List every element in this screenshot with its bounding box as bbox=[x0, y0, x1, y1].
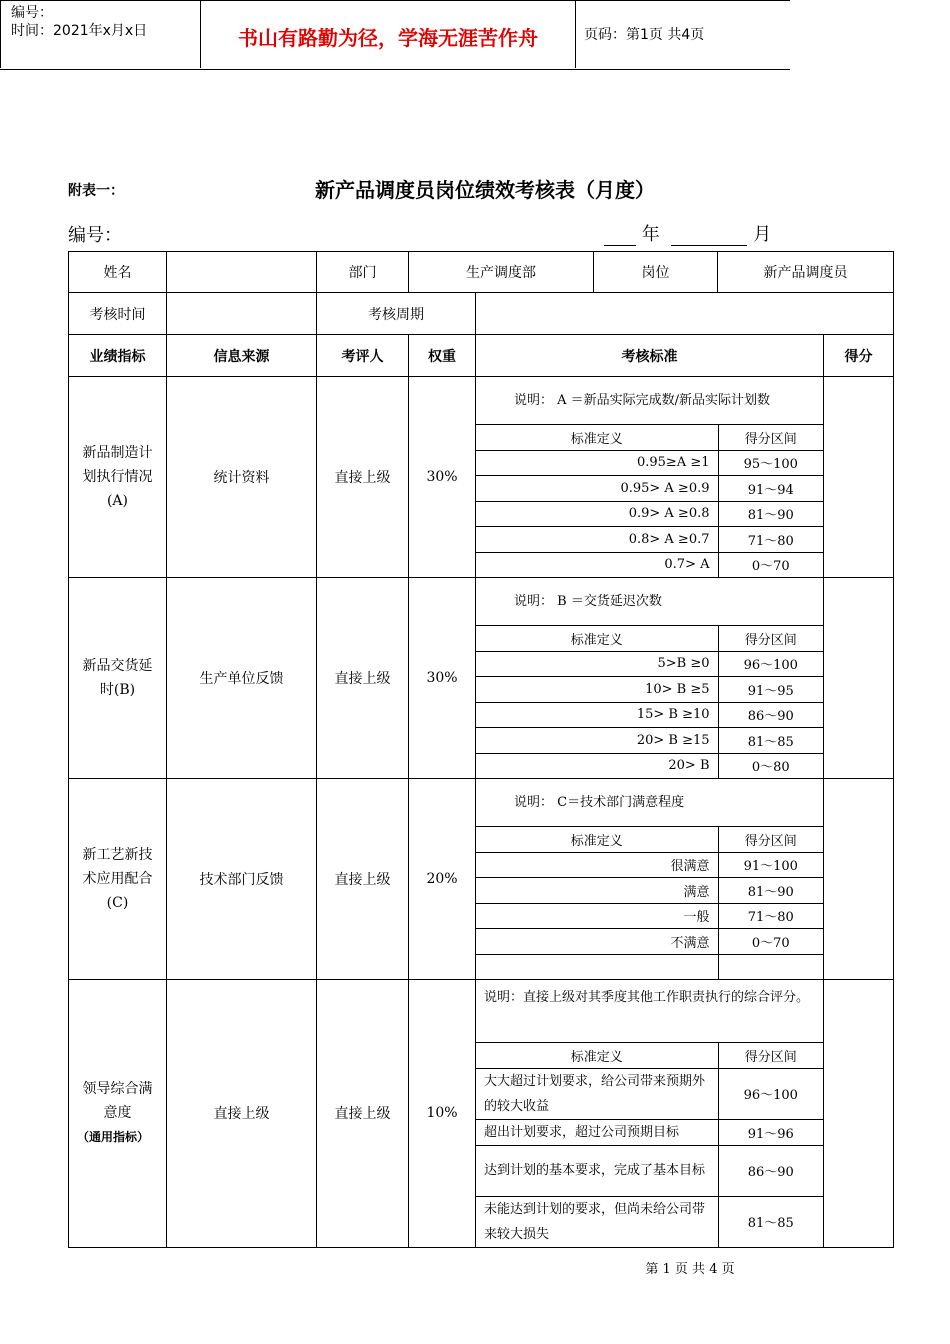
range-header: 得分区间 bbox=[718, 1043, 823, 1069]
post-label: 岗位 bbox=[594, 252, 718, 293]
standard-row bbox=[476, 903, 823, 929]
standard-def: 达到计划的基本要求，完成了基本目标 bbox=[476, 1145, 718, 1196]
kpi-row bbox=[69, 779, 894, 980]
standard-range: 86～90 bbox=[718, 702, 823, 728]
standard-def: 0.9> A ≥0.8 bbox=[476, 501, 718, 527]
month-blank bbox=[671, 227, 747, 246]
standard-range: 0～70 bbox=[718, 929, 823, 955]
kpi-reviewer: 直接上级 bbox=[317, 377, 409, 578]
info-row-2 bbox=[69, 293, 894, 335]
kpi-name-cell bbox=[69, 980, 167, 1248]
standard-range: 91～100 bbox=[718, 852, 823, 878]
standard-def: 0.8> A ≥0.7 bbox=[476, 527, 718, 553]
standard-table bbox=[476, 1042, 823, 1247]
col-kpi: 业绩指标 bbox=[69, 335, 167, 377]
kpi-score[interactable] bbox=[824, 377, 894, 578]
standard-def: 0.95> A ≥0.9 bbox=[476, 476, 718, 502]
col-score: 得分 bbox=[824, 335, 894, 377]
standard-row bbox=[476, 852, 823, 878]
info-row-1 bbox=[69, 252, 894, 293]
assessment-table bbox=[68, 251, 894, 1248]
header-meta bbox=[0, 0, 201, 68]
column-header-row bbox=[69, 335, 894, 377]
kpi-row bbox=[69, 377, 894, 578]
def-header: 标准定义 bbox=[476, 626, 718, 652]
standard-def: 一般 bbox=[476, 903, 718, 929]
standard-header bbox=[476, 827, 823, 853]
standard-range: 0～70 bbox=[718, 552, 823, 577]
standard-range: 81～90 bbox=[718, 501, 823, 527]
standard-row bbox=[476, 476, 823, 502]
standard-range: 81～85 bbox=[718, 1196, 823, 1247]
standard-table bbox=[476, 826, 823, 979]
standard-range: 91～95 bbox=[718, 677, 823, 703]
standard-def: 未能达到计划的要求，但尚未给公司带来较大损失 bbox=[476, 1196, 718, 1247]
standard-def: 很满意 bbox=[476, 852, 718, 878]
col-source: 信息来源 bbox=[167, 335, 317, 377]
standard-range: 91～94 bbox=[718, 476, 823, 502]
kpi-score[interactable] bbox=[824, 779, 894, 980]
kpi-weight: 10% bbox=[409, 980, 476, 1248]
standard-row bbox=[476, 702, 823, 728]
header-page-cell bbox=[574, 0, 790, 68]
dept-label: 部门 bbox=[317, 252, 409, 293]
date-line bbox=[604, 220, 771, 246]
header-motto: 书山有路勤为径，学海无涯苦作舟 bbox=[238, 26, 538, 50]
standard-def: 0.7> A bbox=[476, 552, 718, 577]
standard-def: 大大超过计划要求，给公司带来预期外的较大收益 bbox=[476, 1068, 718, 1119]
range-header: 得分区间 bbox=[718, 425, 823, 451]
name-value[interactable] bbox=[167, 252, 317, 293]
col-reviewer: 考评人 bbox=[317, 335, 409, 377]
standard-def: 0.95≥A ≥1 bbox=[476, 450, 718, 476]
kpi-standard bbox=[476, 377, 824, 578]
kpi-weight: 20% bbox=[409, 779, 476, 980]
standard-def: 不满意 bbox=[476, 929, 718, 955]
def-header: 标准定义 bbox=[476, 827, 718, 853]
standard-table bbox=[476, 424, 823, 577]
standard-row bbox=[476, 878, 823, 904]
standard-row bbox=[476, 728, 823, 754]
standard-row bbox=[476, 677, 823, 703]
standard-range: 71～80 bbox=[718, 527, 823, 553]
kpi-row bbox=[69, 578, 894, 779]
range-header: 得分区间 bbox=[718, 827, 823, 853]
kpi-weight: 30% bbox=[409, 377, 476, 578]
standard-row bbox=[476, 1196, 823, 1247]
standard-table bbox=[476, 625, 823, 778]
standard-range: 81～85 bbox=[718, 728, 823, 754]
period-label: 考核周期 bbox=[317, 293, 476, 335]
month-label: 月 bbox=[753, 224, 772, 245]
kpi-source: 技术部门反馈 bbox=[167, 779, 317, 980]
standard-def: 5>B ≥0 bbox=[476, 651, 718, 677]
standard-range: 95～100 bbox=[718, 450, 823, 476]
col-standard: 考核标准 bbox=[476, 335, 824, 377]
standard-row bbox=[476, 1119, 823, 1145]
standard-def: 20> B bbox=[476, 753, 718, 778]
dept-value: 生产调度部 bbox=[409, 252, 594, 293]
standard-header bbox=[476, 1043, 823, 1069]
standard-row bbox=[476, 527, 823, 553]
standard-row bbox=[476, 753, 823, 778]
standard-def: 满意 bbox=[476, 878, 718, 904]
standard-range: 91～96 bbox=[718, 1119, 823, 1145]
standard-row bbox=[476, 450, 823, 476]
range-header: 得分区间 bbox=[718, 626, 823, 652]
kpi-source: 统计资料 bbox=[167, 377, 317, 578]
standard-def bbox=[476, 954, 718, 979]
col-weight: 权重 bbox=[409, 335, 476, 377]
doc-header bbox=[0, 0, 790, 70]
kpi-note: 说明：直接上级对其季度其他工作职责执行的综合评分。 bbox=[484, 990, 810, 1005]
post-value: 新产品调度员 bbox=[718, 252, 894, 293]
year-blank bbox=[604, 227, 636, 246]
def-header: 标准定义 bbox=[476, 425, 718, 451]
kpi-standard bbox=[476, 980, 824, 1248]
standard-row bbox=[476, 501, 823, 527]
time-value[interactable] bbox=[167, 293, 317, 335]
def-header: 标准定义 bbox=[476, 1043, 718, 1069]
kpi-note: 说明： A ＝新品实际完成数/新品实际计划数 bbox=[514, 393, 771, 408]
header-number-label: 编号： bbox=[11, 5, 53, 21]
kpi-score[interactable] bbox=[824, 578, 894, 779]
standard-row bbox=[476, 1145, 823, 1196]
standard-row bbox=[476, 552, 823, 577]
appendix-label: 附表一： bbox=[68, 183, 124, 199]
kpi-reviewer: 直接上级 bbox=[317, 578, 409, 779]
header-page-label: 页码：第1页 共4页 bbox=[584, 27, 705, 43]
header-motto-cell bbox=[200, 0, 576, 68]
standard-row bbox=[476, 954, 823, 979]
standard-range: 81～90 bbox=[718, 878, 823, 904]
standard-range: 96～100 bbox=[718, 1068, 823, 1119]
standard-range: 71～80 bbox=[718, 903, 823, 929]
standard-def: 10> B ≥5 bbox=[476, 677, 718, 703]
header-time-label: 时间：2021年x月x日 bbox=[11, 23, 148, 39]
standard-header bbox=[476, 626, 823, 652]
kpi-source: 生产单位反馈 bbox=[167, 578, 317, 779]
kpi-name: 新工艺新技术应用配合(C) bbox=[69, 779, 167, 980]
standard-def: 超出计划要求，超过公司预期目标 bbox=[476, 1119, 718, 1145]
kpi-source: 直接上级 bbox=[167, 980, 317, 1248]
standard-def: 20> B ≥15 bbox=[476, 728, 718, 754]
name-label: 姓名 bbox=[69, 252, 167, 293]
kpi-reviewer: 直接上级 bbox=[317, 980, 409, 1248]
kpi-name: 新品交货延时(B) bbox=[69, 578, 167, 779]
standard-range: 86～90 bbox=[718, 1145, 823, 1196]
kpi-note: 说明： C＝技术部门满意程度 bbox=[514, 795, 685, 810]
kpi-standard bbox=[476, 779, 824, 980]
page-title: 新产品调度员岗位绩效考核表（月度） bbox=[315, 178, 655, 202]
standard-range: 96～100 bbox=[718, 651, 823, 677]
year-label: 年 bbox=[641, 224, 660, 245]
kpi-score[interactable] bbox=[824, 980, 894, 1248]
period-value[interactable] bbox=[476, 293, 894, 335]
kpi-reviewer: 直接上级 bbox=[317, 779, 409, 980]
standard-row bbox=[476, 929, 823, 955]
kpi-name: 新品制造计划执行情况(A) bbox=[69, 377, 167, 578]
standard-range: 0～80 bbox=[718, 753, 823, 778]
standard-row bbox=[476, 1068, 823, 1119]
kpi-weight: 30% bbox=[409, 578, 476, 779]
kpi-name-note: （通用指标） bbox=[77, 1130, 150, 1145]
standard-header bbox=[476, 425, 823, 451]
kpi-name: 领导综合满意度 bbox=[82, 1081, 153, 1122]
kpi-row bbox=[69, 980, 894, 1248]
standard-def: 15> B ≥10 bbox=[476, 702, 718, 728]
standard-row bbox=[476, 651, 823, 677]
kpi-note: 说明： B ＝交货延迟次数 bbox=[514, 594, 662, 609]
page-footer: 第 1 页 共 4 页 bbox=[645, 1262, 735, 1277]
kpi-standard bbox=[476, 578, 824, 779]
time-label: 考核时间 bbox=[69, 293, 167, 335]
number-line-label: 编号： bbox=[68, 225, 122, 246]
standard-range bbox=[718, 954, 823, 979]
